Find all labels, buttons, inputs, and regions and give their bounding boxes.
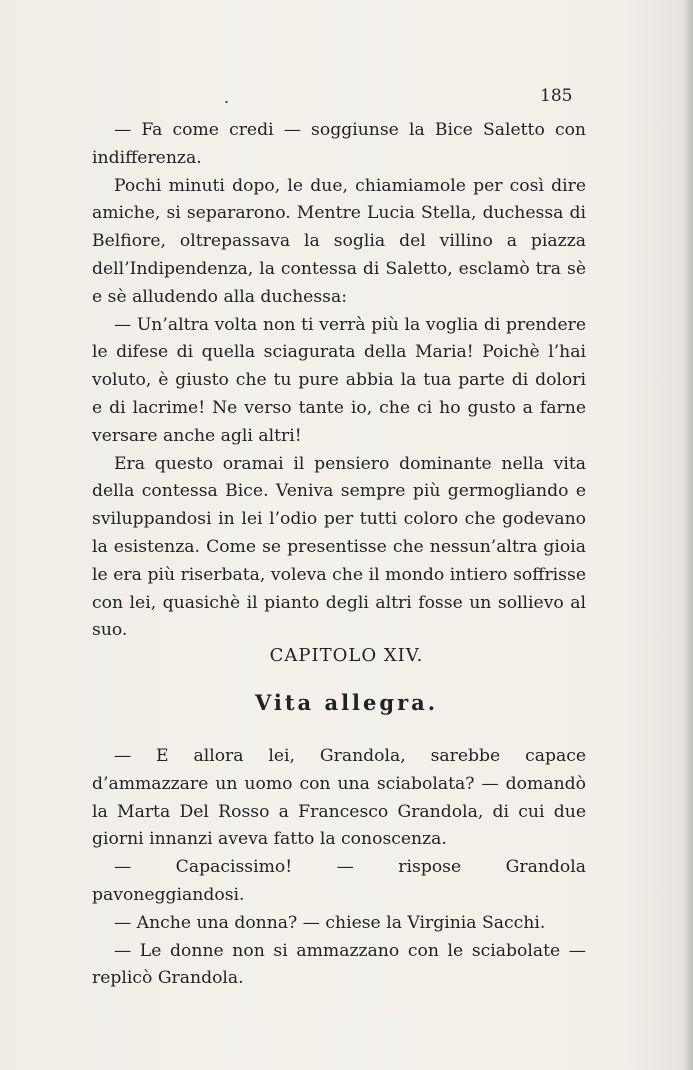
- text-section-1: [92, 117, 586, 645]
- text-section-2: [92, 743, 586, 993]
- paragraph: — Anche una donna? — chiese la Virginia Sacchi.: [114, 912, 546, 933]
- paragraph: — E allora lei, Grandola, sarebbe capace d’ammazzare un uomo con una sciabolata? — domandò la Marta Del Rosso a Francesco Grandola, di cui due giorni innanzi aveva fatto la conoscenza.: [92, 746, 586, 850]
- paragraph: — Fa come credi — soggiunse la Bice Saletto con indifferenza.: [92, 120, 586, 168]
- chapter-number: CAPITOLO XIV.: [269, 645, 424, 666]
- paragraph: Pochi minuti dopo, le due, chiamiamole per così dire amiche, si separarono. Mentre Lucia Stella, duchessa di Belfiore, oltrepassava la soglia del villino a piazza dell’Indipendenza, la contessa di Saletto, esclamò tra sè e sè alludendo alla duchessa:: [92, 175, 586, 307]
- paragraph: — Le donne non si ammazzano con le sciabolate — replicò Grandola.: [92, 940, 586, 989]
- page-edge-shadow: [683, 0, 693, 1070]
- page-number: 185: [540, 86, 573, 106]
- chapter-title: Vita allegra.: [254, 690, 439, 715]
- paragraph: — Un’altra volta non ti verrà più la voglia di prendere le difese di quella sciagurata della Maria! Poichè l’hai voluto, è giusto che tu pure abbia la tua parte di dolori e di lacrime! Ne verso tante io, che ci ho gusto a farne versare anche agli altri!: [92, 314, 586, 446]
- paragraph: — Capacissimo! — rispose Grandola pavoneggiandosi.: [92, 857, 586, 905]
- paragraph: Era questo oramai il pensiero dominante nella vita della contessa Bice. Veniva sempre più germogliando e sviluppandosi in lei l’odio per tutti coloro che godevano la esistenza. Come se presentisse che nessun’altra gioia le era più riserbata, voleva che il mondo intiero soffrisse con lei, quasichè il pianto degli altri fosse un sollievo al suo.: [92, 453, 586, 641]
- page-mark: .: [224, 88, 230, 107]
